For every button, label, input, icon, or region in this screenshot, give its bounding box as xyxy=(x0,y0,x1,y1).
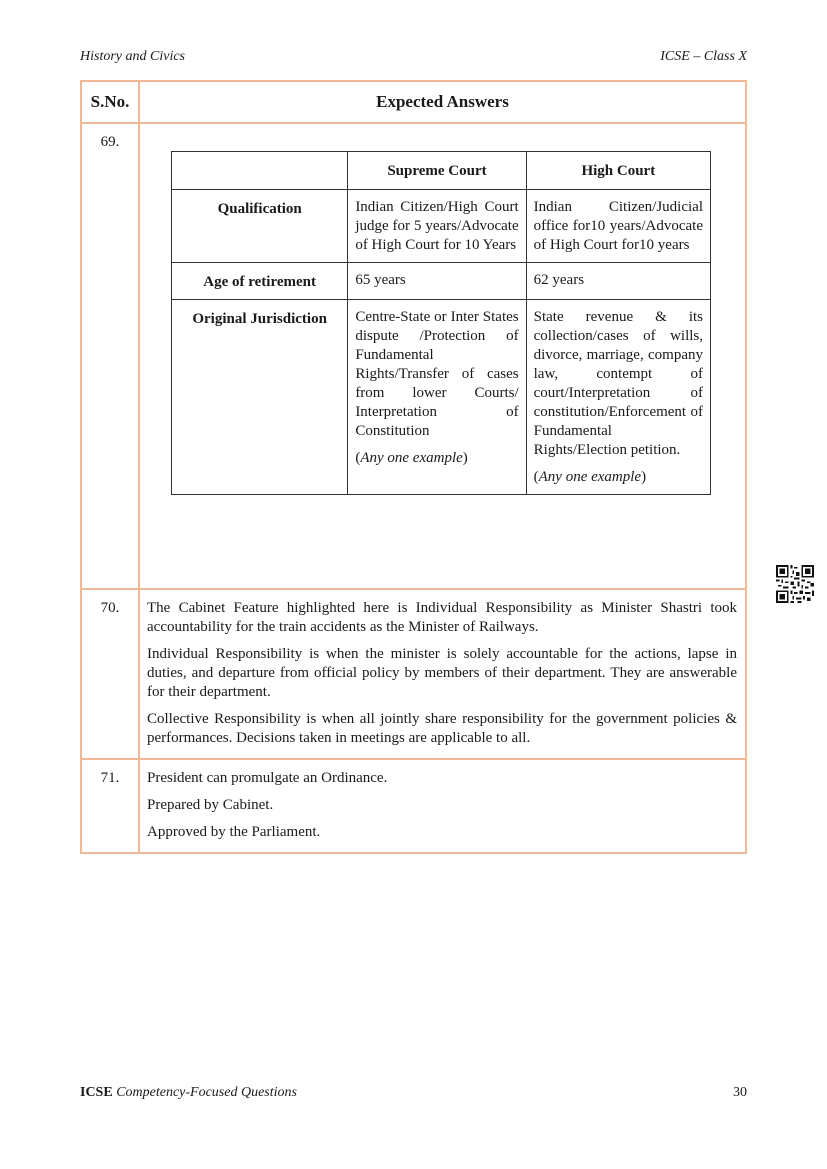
table-row xyxy=(81,589,746,759)
answer-paragraph: Approved by the Parliament. xyxy=(147,824,321,840)
footer-title: ICSE Competency-Focused Questions xyxy=(80,1085,297,1100)
supreme-court-value: Indian Citizen/High Court judge for 5 years/Advocate of High Court for 10 Years xyxy=(348,190,526,263)
sno-header: S.No. xyxy=(81,81,139,123)
answers-table xyxy=(80,80,747,854)
supreme-court-value: 65 years xyxy=(348,263,526,300)
qr-code-icon[interactable] xyxy=(776,565,814,603)
answers-header: Expected Answers xyxy=(139,81,746,123)
running-header-class: ICSE – Class X xyxy=(660,49,747,64)
comparison-row-qualification xyxy=(172,190,711,263)
question-number: 71. xyxy=(81,759,139,853)
high-court-value: Indian Citizen/Judicial office for10 years/Advocate of High Court for10 years xyxy=(526,190,710,263)
court-comparison-table xyxy=(171,151,711,495)
comparison-header-row xyxy=(172,152,711,190)
answer-paragraph: Collective Responsibility is when all jointly share responsibility for the government policies & performances. Decisions taken in meetings are applicable to all. xyxy=(147,711,737,746)
row-label: Qualification xyxy=(172,190,348,263)
empty-corner-cell xyxy=(172,152,348,190)
answer-cell xyxy=(139,123,746,589)
question-number: 69. xyxy=(81,123,139,589)
answer-paragraph: Prepared by Cabinet. xyxy=(147,797,274,813)
answer-cell xyxy=(139,589,746,759)
example-note: (Any one example) xyxy=(533,469,647,485)
comparison-row-retirement xyxy=(172,263,711,300)
page-number: 30 xyxy=(733,1085,747,1100)
row-label: Age of retirement xyxy=(172,263,348,300)
table-row xyxy=(81,123,746,589)
row-label: Original Jurisdiction xyxy=(172,300,348,495)
comparison-row-jurisdiction xyxy=(172,300,711,495)
high-court-header: High Court xyxy=(526,152,710,190)
high-court-jurisdiction xyxy=(526,300,710,495)
high-court-value: State revenue & its collection/cases of wills, divorce, marriage, company law, contempt of court/Interpretation of constitution/Enforcement of Fundamental Rights/Election petition. xyxy=(533,309,703,458)
table-row xyxy=(81,759,746,853)
running-header-subject: History and Civics xyxy=(80,49,185,64)
supreme-court-header: Supreme Court xyxy=(348,152,526,190)
answer-paragraph: Individual Responsibility is when the minister is solely accountable for the actions, lapse in duties, and departure from official policy by members of their department. They are answerable for their department. xyxy=(147,646,737,700)
question-number: 70. xyxy=(81,589,139,759)
high-court-value: 62 years xyxy=(526,263,710,300)
table-header-row xyxy=(81,81,746,123)
supreme-court-jurisdiction xyxy=(348,300,526,495)
answer-paragraph: President can promulgate an Ordinance. xyxy=(147,770,388,786)
answer-cell xyxy=(139,759,746,853)
answer-paragraph: The Cabinet Feature highlighted here is Individual Responsibility as Minister Shastri took accountability for the train accidents as the Minister of Railways. xyxy=(147,600,737,635)
supreme-court-value: Centre-State or Inter States dispute /Protection of Fundamental Rights/Transfer of cases from lower Courts/ Interpretation of Constitution xyxy=(355,309,519,439)
example-note: (Any one example) xyxy=(355,450,468,466)
